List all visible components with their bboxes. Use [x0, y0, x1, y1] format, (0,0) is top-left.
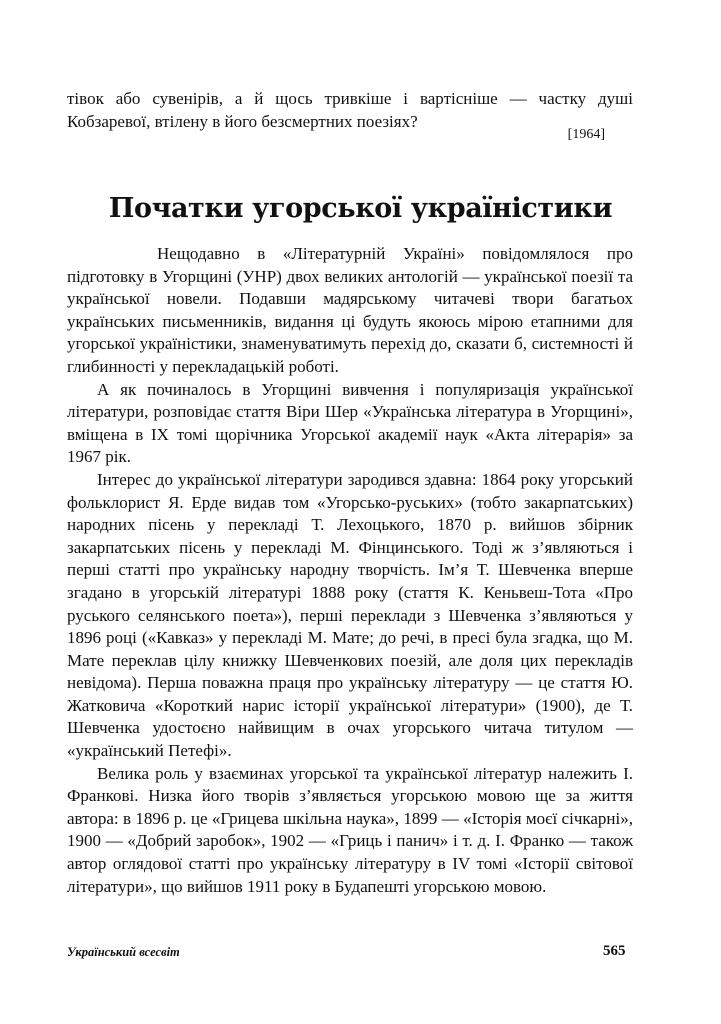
article-title: Початки угорської україністики	[108, 193, 613, 224]
footer-journal-name: Український всесвіт	[67, 945, 180, 959]
publication-year: [1964]	[567, 127, 605, 142]
article-paragraph: Нещодавно в «Літературній Україні» повідомлялося про підготовку в Угорщині (УНР) двох великих антологій — української поезії та української новели. Подавши мадярському читачеві твори багатьох українських письменників, видання ці будуть якоюсь мірою етапними для угорської україністики, знаменуватимуть перехід до, сказати б, системності й глибинності у перекладацькій роботі.	[67, 244, 633, 376]
page-number: 565	[603, 943, 626, 959]
article-paragraph: Велика роль у взаєминах угорської та української літератур належить І. Франкові. Низка його творів з’являється угорською мовою ще за життя автора: в 1896 р. це «Грицева шкільна наука», 1899 — «Історія моєї січкарні», 1900 — «Добрий заробок», 1902 — «Гриць і панич» і т. д. І. Франко — також автор оглядової статті про українську літературу в IV томі «Історії світової літератури», що вийшов 1911 року в Будапешті угорською мовою.	[67, 763, 633, 896]
continued-paragraph-block	[67, 88, 633, 133]
article-paragraph: Інтерес до української літератури зародився здавна: 1864 року угорський фольклорист Я. Ерде видав том «Угорсько-руських» (тобто закарпатських) народних пісень у перекладі Т. Лехоцького, 1870 р. вийшов збірник закарпатських пісень у перекладі М. Фінцинського. Тоді ж з’являються і перші статті про українську народну творчість. Ім’я Т. Шевченка вперше згадано в угорській літературі 1888 року (стаття К. Кеньвеш-Тота «Про руського селянського поета»), перші переклади з Шевченка з’являються у 1896 році («Кавказ» у перекладі М. Мате; до речі, в пресі була згадка, що М. Мате переклав цілу книжку Шевченкових поезій, але доля цих перекладів невідома). Перша поважна праця про українську літературу — це стаття Ю. Жатковича «Короткий нарис історії української літератури» (1900), де Т. Шевченка удостоєно найвищим в очах угорського читача титулом — «український Петефі».	[67, 469, 633, 761]
continued-paragraph: тівок або сувенірів, а й щось тривкіше і вартісніше — частку душі Кобзаревої, втілену в його безсмертних поезіях?	[67, 89, 633, 131]
article-paragraph: А як починалось в Угорщині вивчення і популяризація української літератури, розповідає стаття Віри Шер «Українська література в Угорщині», вміщена в IX томі щорічника Угорської академії наук «Акта літерарія» за 1967 рік.	[67, 379, 633, 467]
article-body	[67, 243, 633, 898]
